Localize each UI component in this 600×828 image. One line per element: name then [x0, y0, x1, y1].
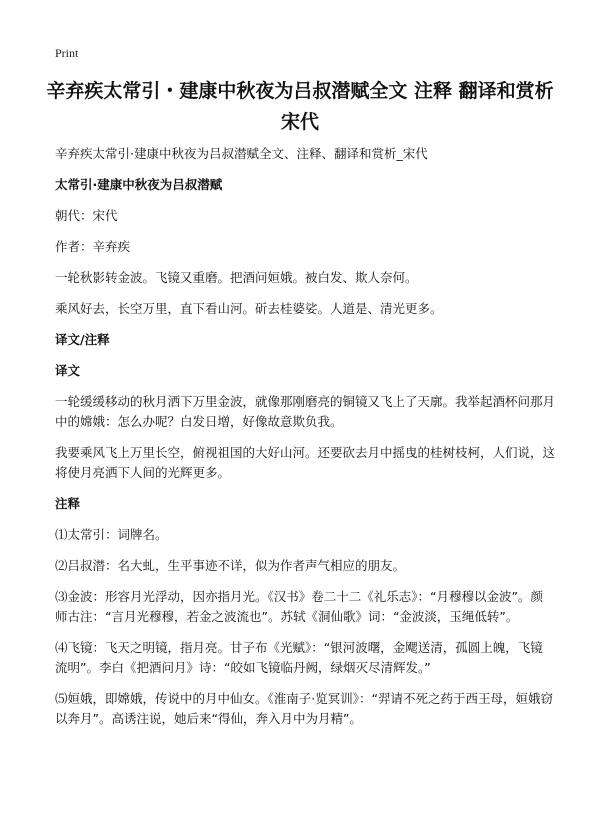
page-title: 辛弃疾太常引・建康中秋夜为吕叔潜赋全文 注释 翻译和赏析 宋代 [46, 80, 554, 133]
poem-author: 作者：辛弃疾 [55, 239, 131, 254]
subtitle: 辛弃疾太常引·建康中秋夜为吕叔潜赋全文、注释、翻译和赏析_宋代 [55, 146, 428, 161]
translation-paragraph-2: 我要乘风飞上万里长空，俯视祖国的大好山河。还要砍去月中摇曳的桂树枝柯，人们说，这将使月亮洒下人间的光辉更多。 [55, 445, 556, 480]
poem-line-2: 乘风好去，长空万里，直下看山河。斫去桂婆娑。人道是、清光更多。 [55, 301, 443, 316]
poem-dynasty: 朝代：宋代 [55, 208, 118, 223]
print-label: Print [55, 46, 79, 60]
note-item-4: ⑷飞镜：飞天之明镜，指月亮。甘子布《光赋》：“银河波曙，金飔送清，孤圆上魄，飞镜流明”。李白《把酒问月》诗：“皎如飞镜临丹阙，绿烟灭尽清辉发。” [55, 640, 543, 675]
note-item-5: ⑸姮娥，即嫦娥，传说中的月中仙女。《淮南子·览冥训》：“羿请不死之药于西王母，姮娥窃以奔月”。高诱注说，她后来“得仙，奔入月中为月精”。 [55, 691, 553, 726]
note-item-2: ⑵吕叔潜：名大虬，生平事迹不详，似为作者声气相应的朋友。 [55, 558, 406, 573]
poem-heading: 太常引·建康中秋夜为吕叔潜赋 [55, 177, 223, 192]
note-item-3: ⑶金波：形容月光浮动，因亦指月光。《汉书》卷二十二《礼乐志》：“月穆穆以金波”。颜师古注：“言月光穆穆，若金之波流也”。苏轼《洞仙歌》词：“金波淡，玉绳低转”。 [55, 589, 543, 624]
translation-heading: 译文 [55, 363, 81, 378]
article-body [55, 144, 555, 729]
notes-heading: 注释 [55, 496, 81, 511]
translation-paragraph-1: 一轮缓缓移动的秋月洒下万里金波，就像那刚磨亮的铜镜又飞上了天廓。我举起酒杯问那月中的嫦娥：怎么办呢？白发日增，好像故意欺负我。 [55, 394, 556, 429]
translation-notes-heading: 译文/注释 [55, 332, 110, 347]
note-item-1: ⑴太常引：词牌名。 [55, 527, 168, 542]
poem-line-1: 一轮秋影转金波。飞镜又重磨。把酒问姮娥。被白发、欺人奈何。 [55, 270, 418, 285]
